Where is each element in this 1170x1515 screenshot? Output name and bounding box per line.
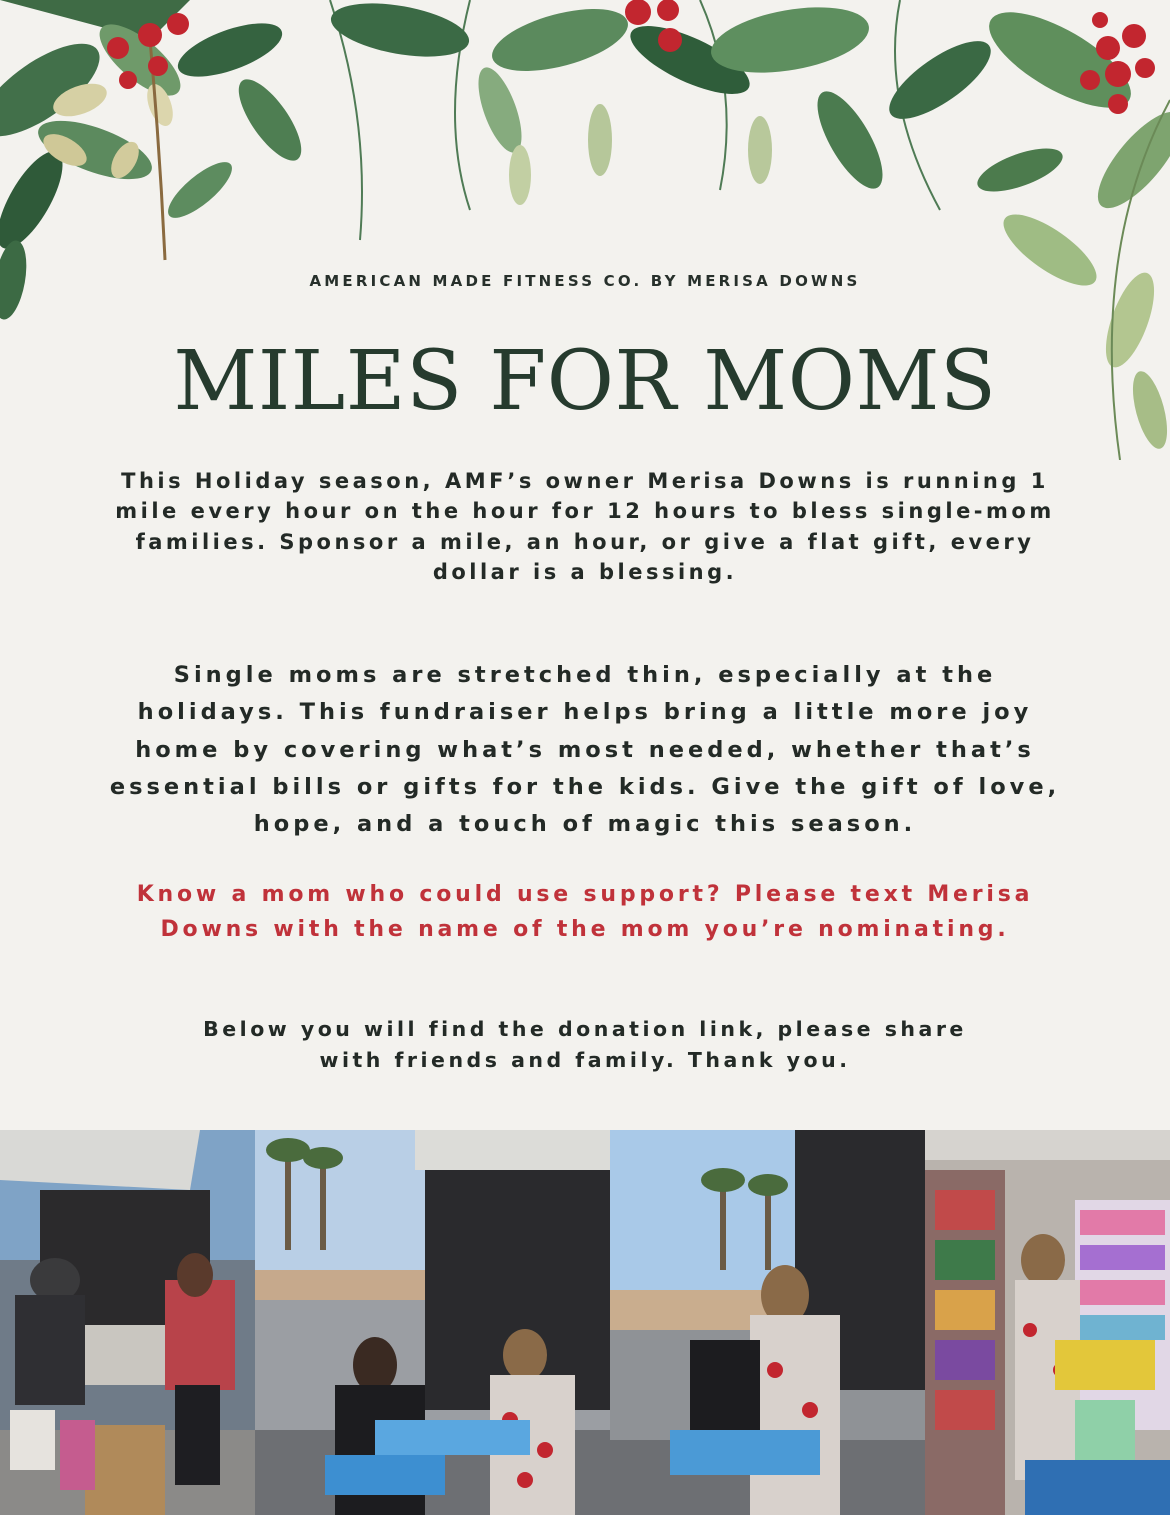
mission-paragraph: Single moms are stretched thin, especially at the holidays. This fundraiser helps bring a little more joy home by covering what’s most needed, whether that’s essential bills or gifts for the kids. Give the gift of love, hope, and a touch of magic this season. (109, 662, 1061, 838)
photo-trunk-loading (0, 1130, 255, 1515)
closing-line-2: with friends and family. Thank you. (319, 1048, 851, 1072)
closing-note (100, 1014, 1070, 1076)
closing-line-1: Below you will find the donation link, please share (203, 1017, 967, 1041)
intro-paragraph: This Holiday season, AMF’s owner Merisa Downs is running 1 mile every hour on the hour for 12 hours to bless single-mom families. Sponsor a mile, an hour, or give a flat gift, every dollar is a blessing. (115, 469, 1055, 584)
photo-toy-aisle (925, 1130, 1170, 1515)
page-title: MILES FOR MOMS (173, 334, 997, 429)
photo-hug (610, 1130, 925, 1515)
photo-gift-handoff (255, 1130, 610, 1515)
photo-strip (0, 1130, 1170, 1515)
nomination-callout: Know a mom who could use support? Please text Merisa Downs with the name of the mom you’re nominating. (136, 882, 1034, 942)
brand-line: AMERICAN MADE FITNESS CO. BY MERISA DOWNS (309, 272, 861, 290)
